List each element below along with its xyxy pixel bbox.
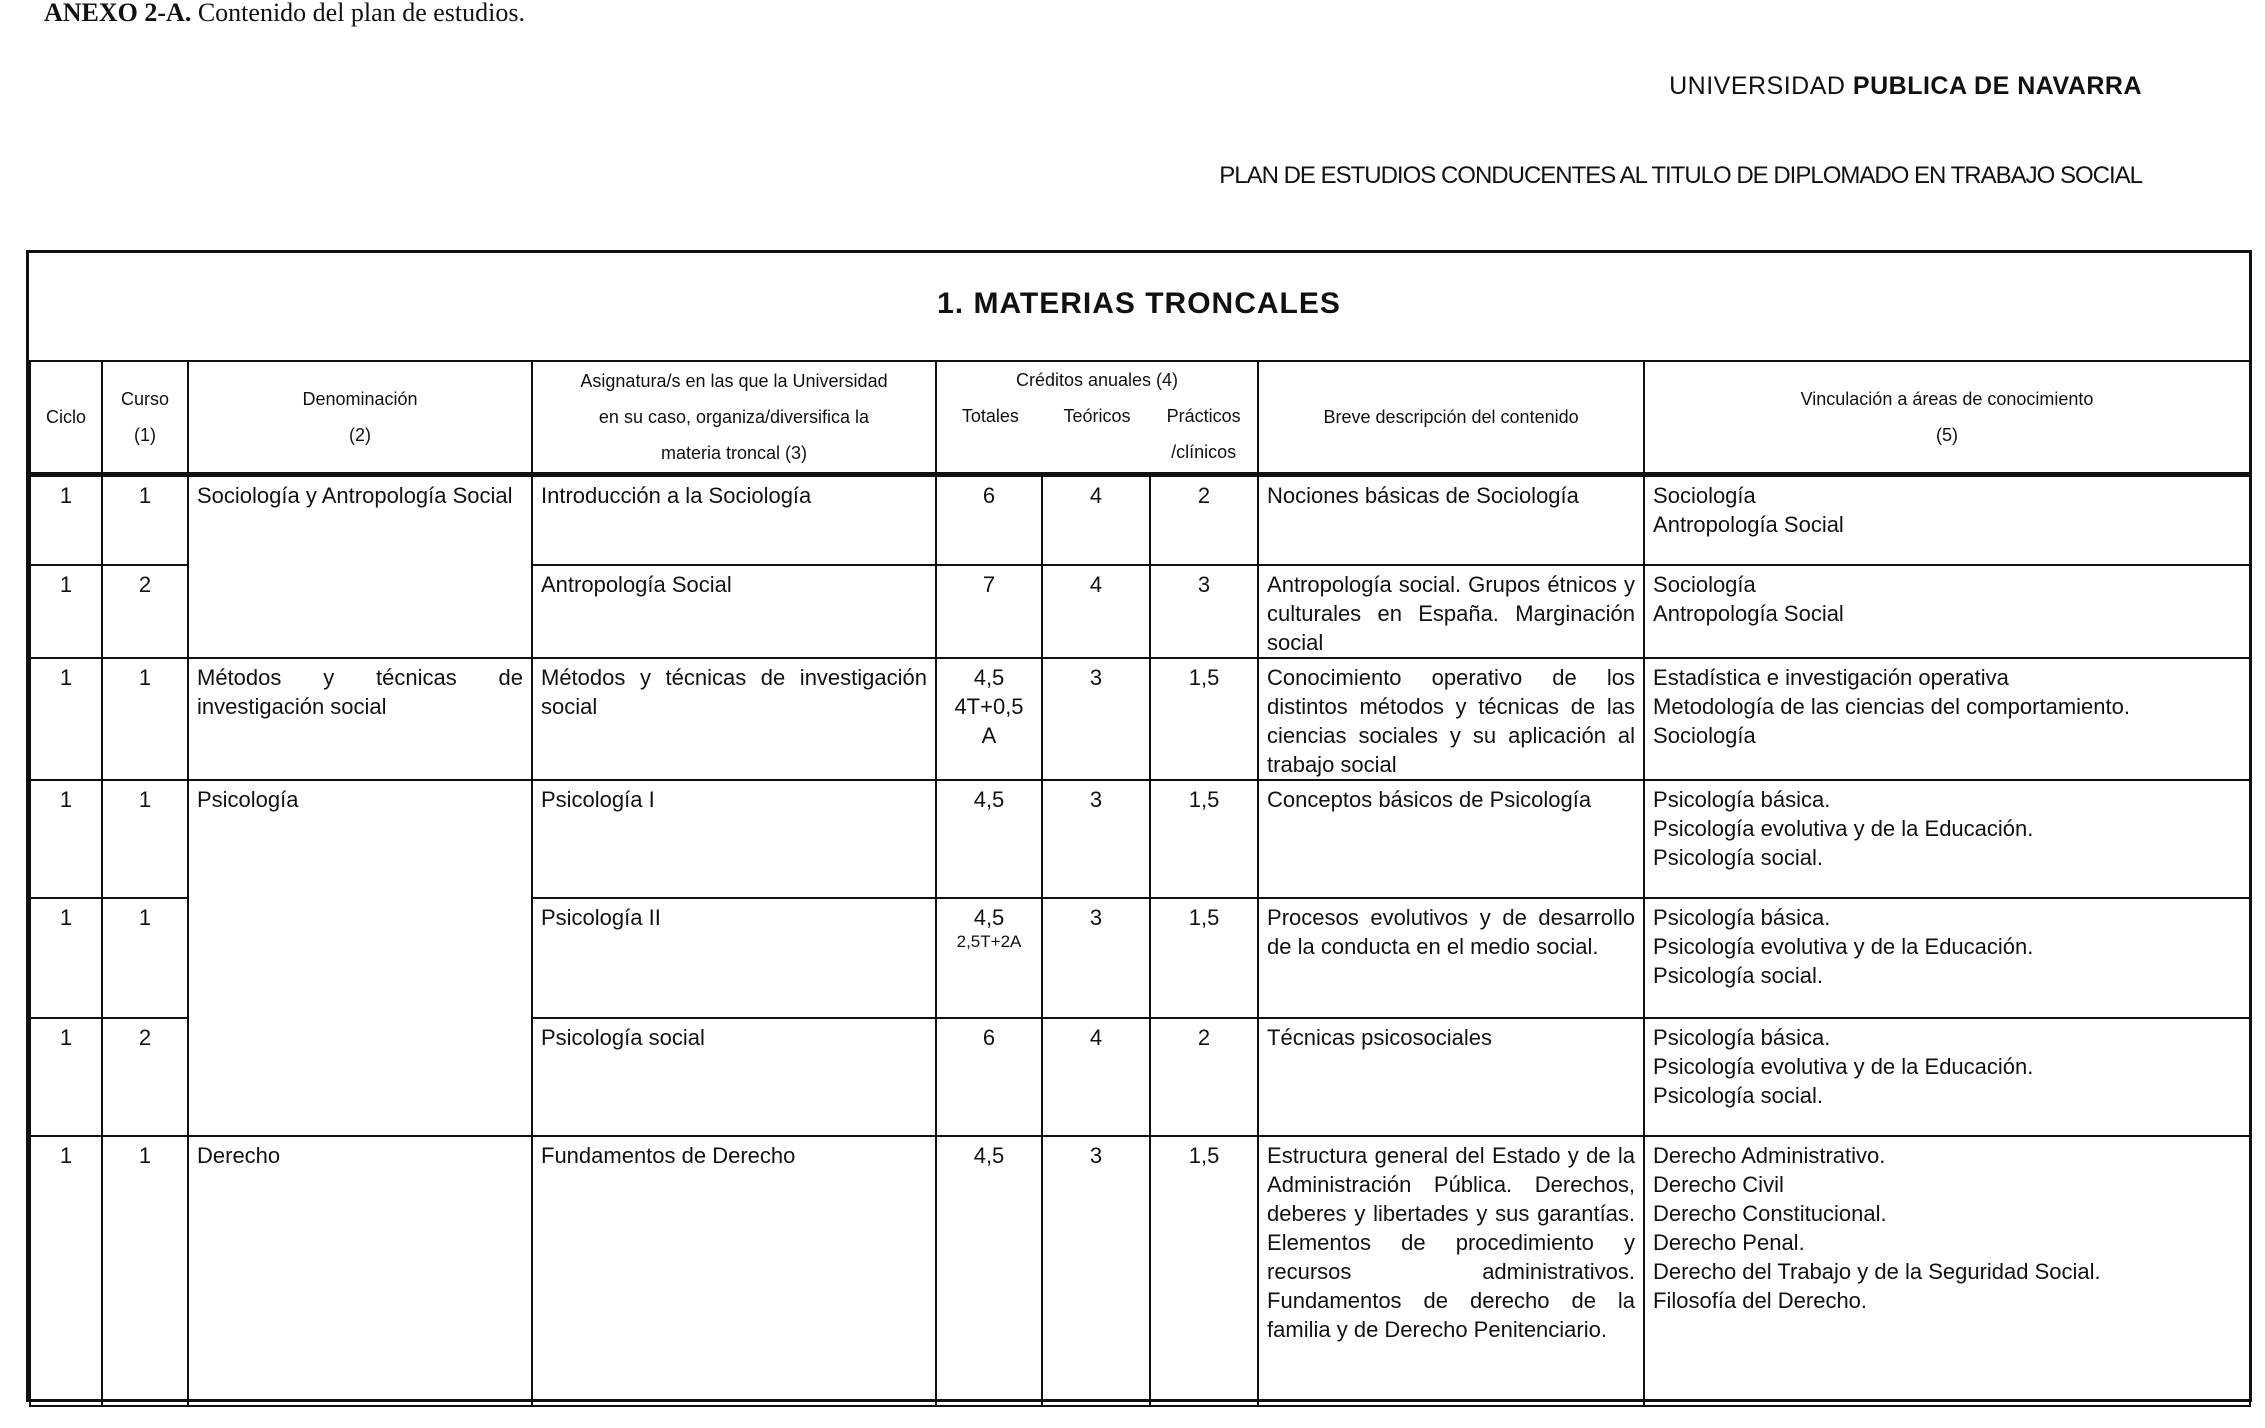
cell-ciclo: 1	[30, 658, 102, 780]
curriculum-frame	[26, 250, 2252, 1402]
header-teoricos: Teóricos	[1063, 406, 1131, 426]
plan-title: PLAN DE ESTUDIOS CONDUCENTES AL TITULO DE DIPLOMADO EN TRABAJO SOCIAL	[1219, 162, 2142, 189]
cell-asignatura: Psicología social	[532, 1018, 936, 1136]
cell-descripcion: Conceptos básicos de Psicología	[1258, 780, 1644, 898]
totales-note: 4T+0,5 A	[954, 693, 1024, 748]
header-totales: Totales	[961, 406, 1019, 426]
header-creditos	[936, 361, 1258, 475]
cell-descripcion: Procesos evolutivos y de desarrollo de la conducta en el medio social.	[1258, 898, 1644, 1018]
annex-text: Contenido del plan de estudios.	[191, 0, 525, 27]
cell-totales: 4,5	[936, 780, 1042, 898]
cell-asignatura: Antropología Social	[532, 565, 936, 658]
cell-teoricos: 4	[1042, 1018, 1150, 1136]
header-asignatura: Asignatura/s en las que la Universidad en su caso, organiza/diversifica la materia troncal (3)	[532, 361, 936, 475]
cell-totales: 4,5 2,5T+2A	[936, 898, 1042, 1018]
cell-practicos: 1,5	[1150, 658, 1258, 780]
cell-totales: 6	[936, 1018, 1042, 1136]
cell-curso: 1	[102, 1136, 188, 1406]
cell-practicos: 1,5	[1150, 780, 1258, 898]
cell-descripcion: Conocimiento operativo de los distintos métodos y técnicas de las ciencias sociales y su aplicación al trabajo social	[1258, 658, 1644, 780]
cell-curso: 2	[102, 1018, 188, 1136]
cell-ciclo: 1	[30, 780, 102, 898]
cell-denominacion: Derecho	[188, 1136, 532, 1406]
cell-descripcion: Nociones básicas de Sociología	[1258, 475, 1644, 565]
cell-asignatura: Métodos y técnicas de investigación social	[532, 658, 936, 780]
cell-teoricos: 3	[1042, 780, 1150, 898]
university-bold: PUBLICA DE NAVARRA	[1852, 72, 2142, 100]
cell-totales: 4,5	[936, 1136, 1042, 1406]
cell-teoricos: 4	[1042, 565, 1150, 658]
cell-vinculacion: Sociología Antropología Social	[1644, 565, 2250, 658]
cell-curso: 1	[102, 475, 188, 565]
cell-asignatura: Psicología I	[532, 780, 936, 898]
cell-ciclo: 1	[30, 898, 102, 1018]
cell-asignatura: Fundamentos de Derecho	[532, 1136, 936, 1406]
header-denominacion: Denominación (2)	[188, 361, 532, 475]
cell-practicos: 1,5	[1150, 1136, 1258, 1406]
cell-curso: 1	[102, 780, 188, 898]
header-practicos: Prácticos /clínicos	[1166, 406, 1241, 462]
cell-teoricos: 4	[1042, 475, 1150, 565]
cell-descripcion: Técnicas psicosociales	[1258, 1018, 1644, 1136]
annex-heading	[44, 0, 525, 26]
header-vinculacion: Vinculación a áreas de conocimiento (5)	[1644, 361, 2250, 475]
cell-teoricos: 3	[1042, 1136, 1150, 1406]
table-header-row	[30, 361, 2250, 475]
university-name	[1669, 72, 2142, 101]
table-row	[30, 658, 2250, 780]
cell-denominacion: Sociología y Antropología Social	[188, 475, 532, 658]
header-ciclo: Ciclo	[30, 361, 102, 475]
header-curso: Curso (1)	[102, 361, 188, 475]
header-breve: Breve descripción del contenido	[1258, 361, 1644, 475]
cell-teoricos: 3	[1042, 658, 1150, 780]
cell-vinculacion: Sociología Antropología Social	[1644, 475, 2250, 565]
cell-vinculacion: Derecho Administrativo. Derecho Civil Derecho Constitucional. Derecho Penal. Derecho del Trabajo y de la Seguridad Social. Filosofía del Derecho.	[1644, 1136, 2250, 1406]
cell-vinculacion: Psicología básica. Psicología evolutiva y de la Educación. Psicología social.	[1644, 898, 2250, 1018]
section-title: 1. MATERIAS TRONCALES	[937, 287, 1341, 320]
totales-note: 2,5T+2A	[956, 931, 1022, 951]
cell-ciclo: 1	[30, 565, 102, 658]
cell-practicos: 1,5	[1150, 898, 1258, 1018]
cell-practicos: 3	[1150, 565, 1258, 658]
curriculum-table	[29, 360, 2251, 1407]
cell-curso: 1	[102, 658, 188, 780]
table-row	[30, 780, 2250, 898]
cell-ciclo: 1	[30, 475, 102, 565]
cell-descripcion: Antropología social. Grupos étnicos y culturales en España. Marginación social	[1258, 565, 1644, 658]
cell-practicos: 2	[1150, 1018, 1258, 1136]
cell-curso: 2	[102, 565, 188, 658]
cell-practicos: 2	[1150, 475, 1258, 565]
table-row	[30, 1136, 2250, 1406]
header-creditos-title: Créditos anuales (4)	[1015, 370, 1179, 390]
cell-totales: 4,5 4T+0,5 A	[936, 658, 1042, 780]
cell-totales: 6	[936, 475, 1042, 565]
cell-vinculacion: Psicología básica. Psicología evolutiva y de la Educación. Psicología social.	[1644, 1018, 2250, 1136]
cell-asignatura: Introducción a la Sociología	[532, 475, 936, 565]
cell-totales: 7	[936, 565, 1042, 658]
university-prefix: UNIVERSIDAD	[1669, 72, 1853, 100]
cell-teoricos: 3	[1042, 898, 1150, 1018]
cell-vinculacion: Estadística e investigación operativa Metodología de las ciencias del comportamiento. Sociología	[1644, 658, 2250, 780]
cell-ciclo: 1	[30, 1018, 102, 1136]
cell-vinculacion: Psicología básica. Psicología evolutiva y de la Educación. Psicología social.	[1644, 780, 2250, 898]
cell-descripcion: Estructura general del Estado y de la Administración Pública. Derechos, deberes y libertades y sus garantías. Elementos de procedimiento y recursos administrativos. Fundamentos de derecho de la familia y de Derecho Penitenciario.	[1258, 1136, 1644, 1406]
cell-denominacion: Métodos y técnicas de investigación social	[188, 658, 532, 780]
cell-curso: 1	[102, 898, 188, 1018]
cell-denominacion: Psicología	[188, 780, 532, 1136]
annex-label: ANEXO 2-A.	[44, 0, 192, 27]
table-row	[30, 475, 2250, 565]
cell-ciclo: 1	[30, 1136, 102, 1406]
cell-asignatura: Psicología II	[532, 898, 936, 1018]
